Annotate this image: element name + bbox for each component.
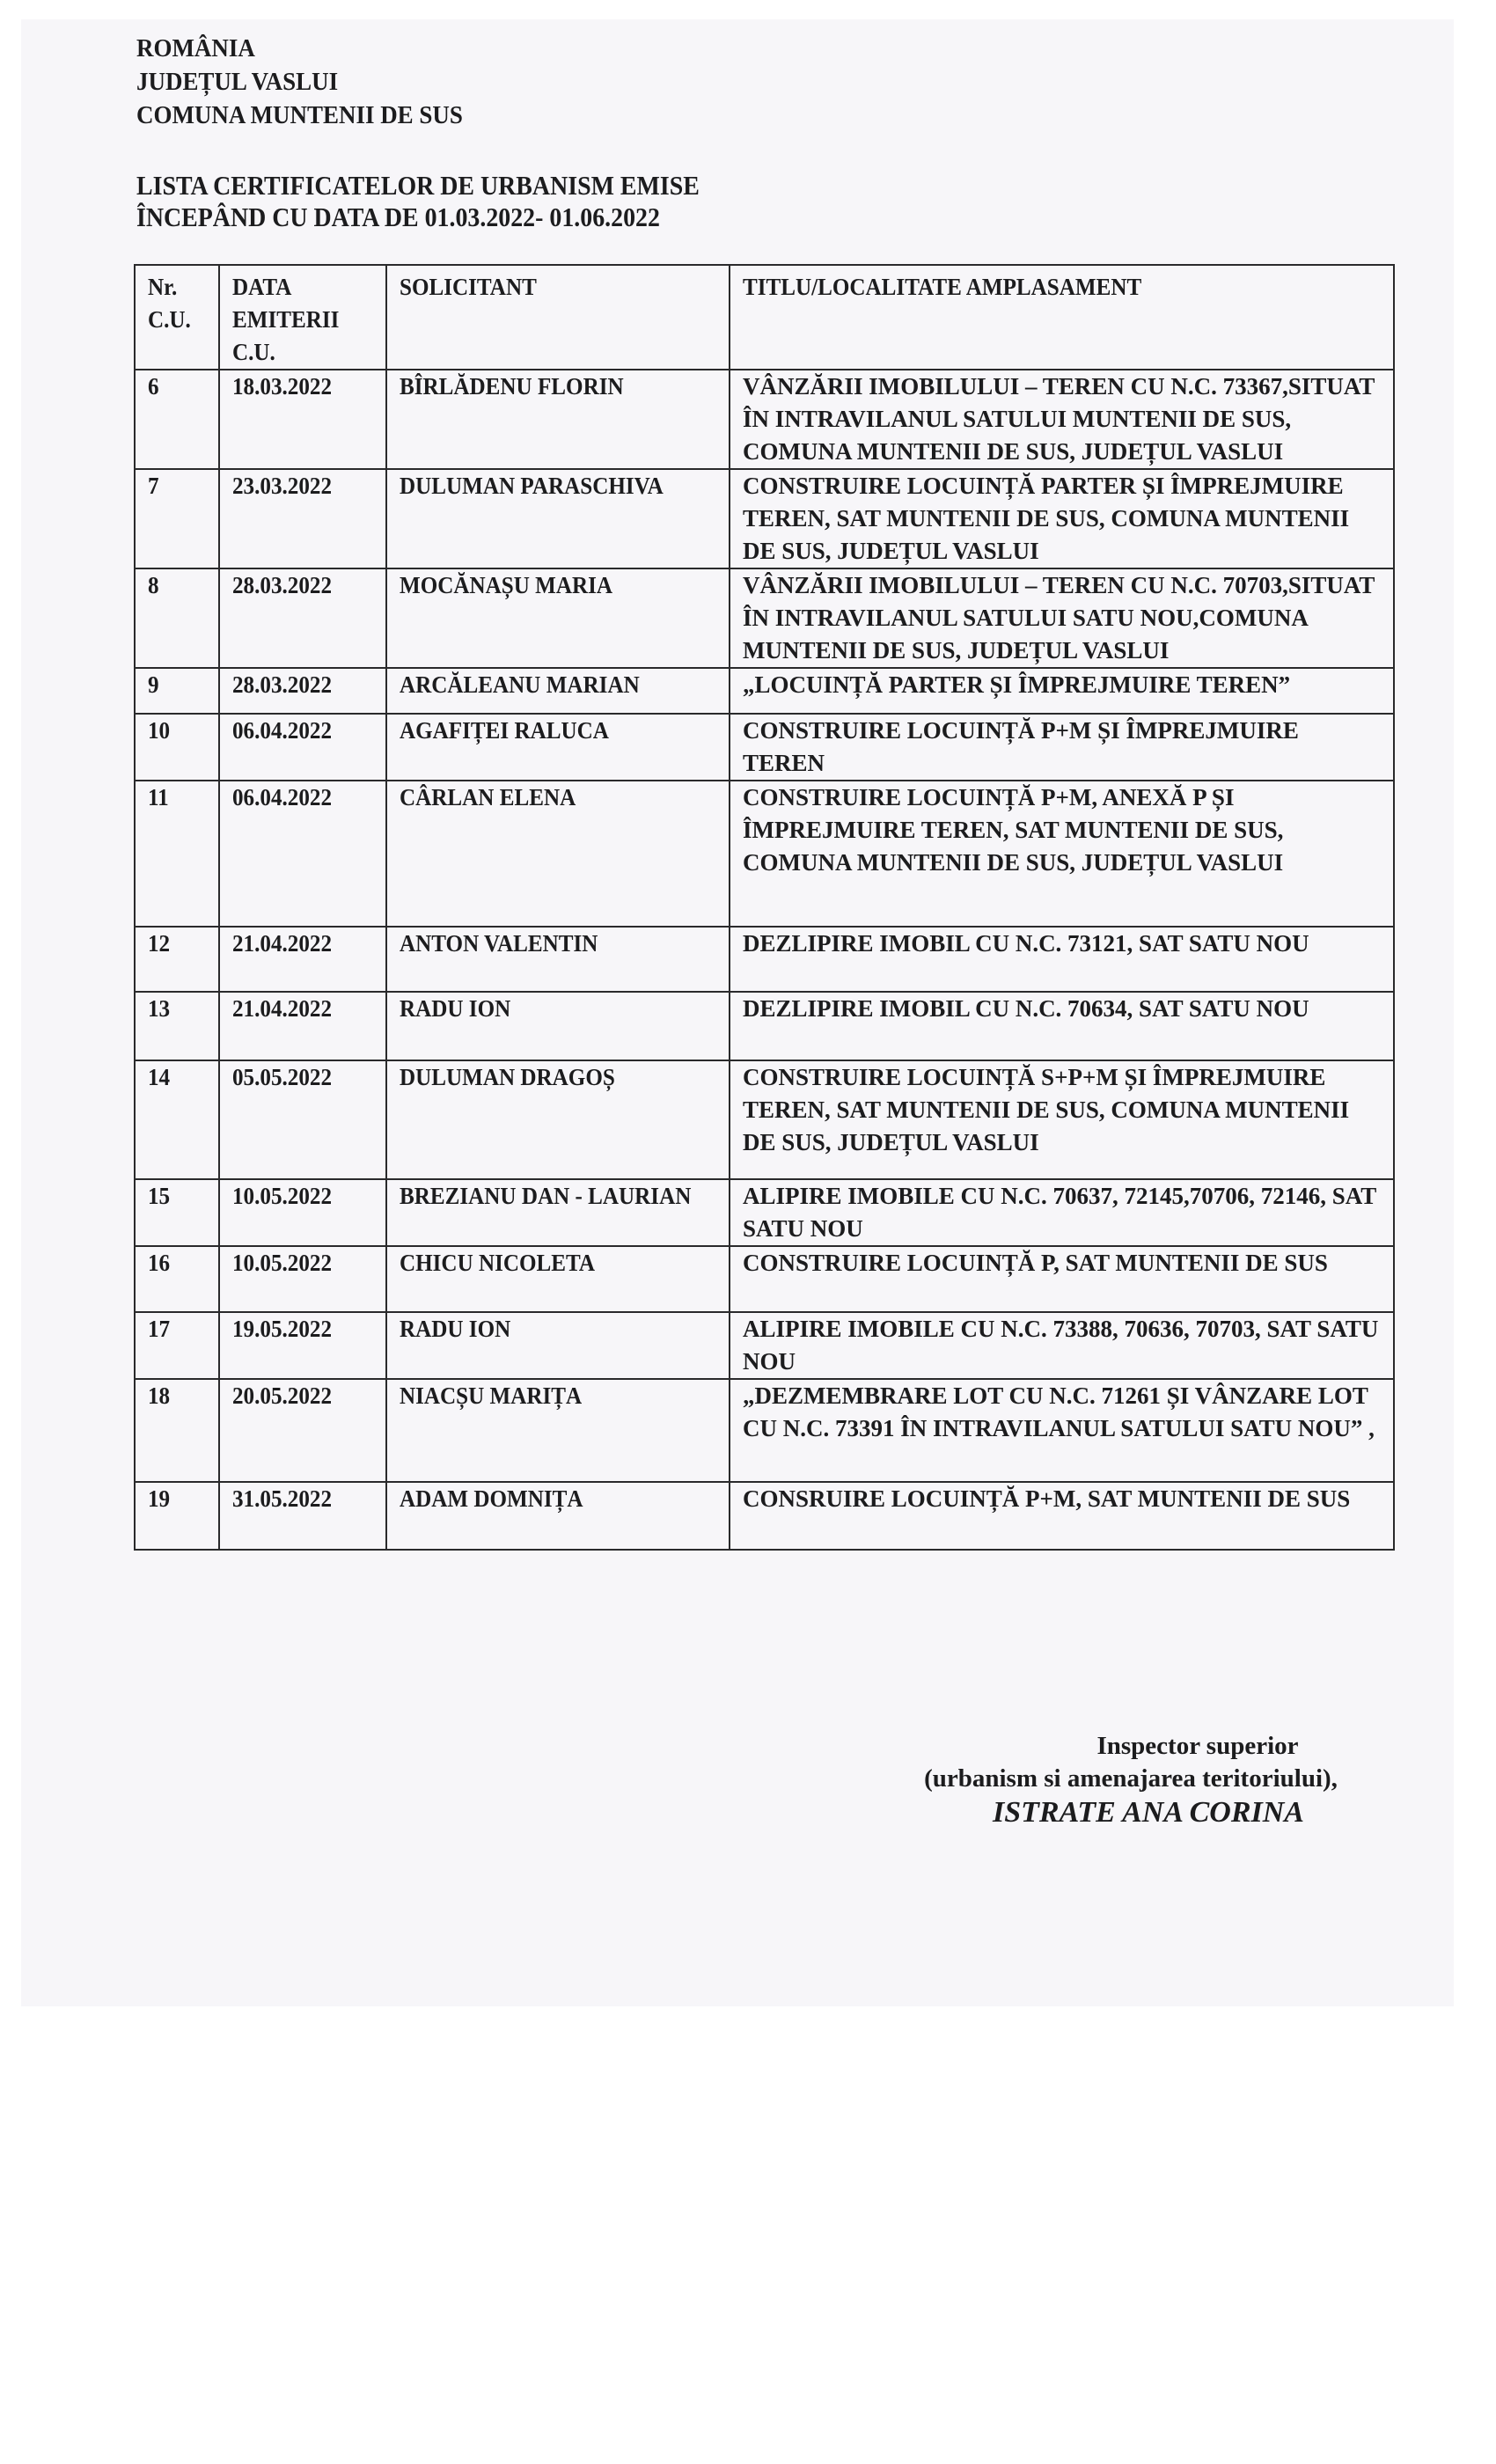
- cell-title-text: ALIPIRE IMOBILE CU N.C. 73388, 70636, 70703, SAT SATU NOU: [743, 1316, 1379, 1375]
- cell-nr: [135, 568, 219, 668]
- cell-date-text: 21.04.2022: [232, 930, 332, 957]
- cell-title-text: CONSTRUIRE LOCUINȚĂ PARTER ȘI ÎMPREJMUIRE TEREN, SAT MUNTENII DE SUS, COMUNA MUNTENII DE SUS, JUDEȚUL VASLUI: [743, 473, 1350, 564]
- cell-nr-text: 17: [148, 1316, 171, 1342]
- cell-title-text: VÂNZĂRII IMOBILULUI – TEREN CU N.C. 73367,SITUAT ÎN INTRAVILANUL SATULUI MUNTENII DE SUS, COMUNA MUNTENII DE SUS, JUDEȚUL VASLUI: [743, 373, 1375, 465]
- cell-date-text: 06.04.2022: [232, 717, 332, 744]
- table-row: [135, 1179, 1394, 1246]
- table-row: [135, 781, 1394, 927]
- table-row: [135, 927, 1394, 992]
- cell-title: [730, 1060, 1394, 1179]
- cell-date: [219, 1312, 386, 1379]
- cell-title: [730, 714, 1394, 781]
- cell-applicant-text: DULUMAN PARASCHIVA: [400, 473, 664, 499]
- cell-nr: [135, 714, 219, 781]
- cell-applicant: [386, 1060, 730, 1179]
- table-row: [135, 714, 1394, 781]
- table-row: [135, 469, 1394, 568]
- cell-nr: [135, 469, 219, 568]
- cell-applicant-text: ANTON VALENTIN: [400, 930, 598, 957]
- cell-title-text: CONSRUIRE LOCUINȚĂ P+M, SAT MUNTENII DE SUS: [743, 1485, 1351, 1512]
- cell-title: [730, 1312, 1394, 1379]
- cell-title: [730, 1179, 1394, 1246]
- cell-applicant-text: RADU ION: [400, 1316, 511, 1342]
- cell-applicant-text: AGAFIȚEI RALUCA: [400, 717, 609, 744]
- cell-nr-text: 13: [148, 995, 171, 1022]
- cell-nr-text: 7: [148, 473, 159, 499]
- cell-title-text: ALIPIRE IMOBILE CU N.C. 70637, 72145,70706, 72146, SAT SATU NOU: [743, 1183, 1376, 1242]
- cell-title: [730, 469, 1394, 568]
- cell-date-text: 21.04.2022: [232, 995, 332, 1022]
- title-line-2: ÎNCEPÂND CU DATA DE 01.03.2022- 01.06.2022: [136, 202, 660, 232]
- cell-applicant: [386, 469, 730, 568]
- cell-date: [219, 1482, 386, 1550]
- cell-nr: [135, 1379, 219, 1482]
- table-header-row: [135, 265, 1394, 370]
- cell-date-text: 05.05.2022: [232, 1064, 332, 1090]
- cell-date: [219, 781, 386, 927]
- table-row: [135, 1379, 1394, 1482]
- column-header-title: TITLU/LOCALITATE AMPLASAMENT: [730, 265, 1394, 370]
- cell-date-text: 19.05.2022: [232, 1316, 332, 1342]
- table-row: [135, 992, 1394, 1060]
- cell-nr-text: 11: [148, 784, 169, 810]
- certificates-table: [134, 264, 1395, 1551]
- table-row: [135, 1060, 1394, 1179]
- cell-date-text: 10.05.2022: [232, 1183, 332, 1209]
- cell-date: [219, 668, 386, 714]
- cell-title: [730, 781, 1394, 927]
- cell-title-text: VÂNZĂRII IMOBILULUI – TEREN CU N.C. 70703,SITUAT ÎN INTRAVILANUL SATULUI SATU NOU,COMUNA MUNTENII DE SUS, JUDEȚUL VASLUI: [743, 572, 1375, 664]
- cell-applicant: [386, 568, 730, 668]
- table-row: [135, 1312, 1394, 1379]
- cell-title-text: CONSTRUIRE LOCUINȚĂ P, SAT MUNTENII DE SUS: [743, 1250, 1328, 1276]
- cell-nr: [135, 781, 219, 927]
- cell-title: [730, 1482, 1394, 1550]
- cell-title: [730, 927, 1394, 992]
- cell-date-text: 10.05.2022: [232, 1250, 332, 1276]
- cell-nr: [135, 668, 219, 714]
- cell-nr-text: 8: [148, 572, 159, 598]
- cell-applicant: [386, 992, 730, 1060]
- column-header-applicant: SOLICITANT: [386, 265, 730, 370]
- cell-applicant: [386, 714, 730, 781]
- document-title: [136, 170, 700, 233]
- cell-title: [730, 370, 1394, 469]
- signatory-department: (urbanism si amenajarea teritoriului),: [924, 1764, 1338, 1793]
- cell-applicant: [386, 1379, 730, 1482]
- cell-date: [219, 992, 386, 1060]
- cell-applicant-text: RADU ION: [400, 995, 511, 1022]
- title-line-1: LISTA CERTIFICATELOR DE URBANISM EMISE: [136, 170, 700, 201]
- cell-title-text: DEZLIPIRE IMOBIL CU N.C. 70634, SAT SATU NOU: [743, 995, 1309, 1022]
- issuer-header: [136, 32, 463, 132]
- signature-block: [880, 1730, 1382, 1830]
- cell-title: [730, 668, 1394, 714]
- cell-applicant-text: CÂRLAN ELENA: [400, 784, 576, 810]
- cell-applicant-text: ADAM DOMNIȚA: [400, 1485, 583, 1512]
- country-line: ROMÂNIA: [136, 34, 255, 62]
- cell-nr-text: 12: [148, 930, 171, 957]
- cell-date: [219, 1060, 386, 1179]
- cell-applicant-text: DULUMAN DRAGOȘ: [400, 1064, 615, 1090]
- cell-applicant-text: BREZIANU DAN - LAURIAN: [400, 1183, 692, 1209]
- cell-date: [219, 1246, 386, 1312]
- cell-applicant: [386, 1482, 730, 1550]
- cell-date-text: 28.03.2022: [232, 572, 332, 598]
- cell-applicant: [386, 781, 730, 927]
- cell-nr-text: 19: [148, 1485, 171, 1512]
- cell-title-text: DEZLIPIRE IMOBIL CU N.C. 73121, SAT SATU NOU: [743, 930, 1309, 957]
- cell-nr-text: 6: [148, 373, 159, 400]
- commune-line: COMUNA MUNTENII DE SUS: [136, 101, 463, 129]
- cell-nr: [135, 1312, 219, 1379]
- cell-title-text: CONSTRUIRE LOCUINȚĂ P+M, ANEXĂ P ȘI ÎMPREJMUIRE TEREN, SAT MUNTENII DE SUS, COMUNA MUNTENII DE SUS, JUDEȚUL VASLUI: [743, 784, 1284, 876]
- table-row: [135, 1246, 1394, 1312]
- cell-date: [219, 714, 386, 781]
- cell-applicant-text: BÎRLĂDENU FLORIN: [400, 373, 624, 400]
- cell-date-text: 28.03.2022: [232, 671, 332, 698]
- cell-applicant: [386, 1179, 730, 1246]
- cell-date: [219, 568, 386, 668]
- cell-date-text: 31.05.2022: [232, 1485, 332, 1512]
- cell-nr: [135, 927, 219, 992]
- cell-nr-text: 10: [148, 717, 171, 744]
- cell-nr-text: 16: [148, 1250, 171, 1276]
- table-row: [135, 568, 1394, 668]
- cell-nr: [135, 1246, 219, 1312]
- cell-nr: [135, 992, 219, 1060]
- signatory-role: Inspector superior: [1096, 1732, 1299, 1760]
- cell-title-text: „DEZMEMBRARE LOT CU N.C. 71261 ȘI VÂNZARE LOT CU N.C. 73391 ÎN INTRAVILANUL SATULUI SATU NOU” ,: [743, 1382, 1375, 1441]
- cell-applicant: [386, 668, 730, 714]
- cell-title-text: CONSTRUIRE LOCUINȚĂ S+P+M ȘI ÎMPREJMUIRE TEREN, SAT MUNTENII DE SUS, COMUNA MUNTENII DE SUS, JUDEȚUL VASLUI: [743, 1064, 1350, 1155]
- cell-title: [730, 992, 1394, 1060]
- cell-date: [219, 1379, 386, 1482]
- cell-applicant: [386, 1246, 730, 1312]
- cell-nr: [135, 1060, 219, 1179]
- cell-applicant-text: MOCĂNAȘU MARIA: [400, 572, 613, 598]
- cell-date-text: 06.04.2022: [232, 784, 332, 810]
- cell-applicant: [386, 927, 730, 992]
- cell-date: [219, 927, 386, 992]
- cell-nr-text: 18: [148, 1382, 171, 1409]
- cell-applicant-text: CHICU NICOLETA: [400, 1250, 596, 1276]
- cell-nr-text: 9: [148, 671, 159, 698]
- cell-applicant-text: ARCĂLEANU MARIAN: [400, 671, 640, 698]
- cell-date: [219, 469, 386, 568]
- column-header-nr: Nr. C.U.: [135, 265, 219, 370]
- signatory-name: ISTRATE ANA CORINA: [993, 1796, 1304, 1829]
- cell-date-text: 20.05.2022: [232, 1382, 332, 1409]
- cell-nr: [135, 370, 219, 469]
- cell-date-text: 18.03.2022: [232, 373, 332, 400]
- cell-title: [730, 568, 1394, 668]
- cell-nr: [135, 1179, 219, 1246]
- cell-date-text: 23.03.2022: [232, 473, 332, 499]
- cell-date: [219, 1179, 386, 1246]
- table-row: [135, 668, 1394, 714]
- county-line: JUDEȚUL VASLUI: [136, 68, 339, 96]
- table-row: [135, 370, 1394, 469]
- cell-date: [219, 370, 386, 469]
- cell-applicant: [386, 370, 730, 469]
- table-row: [135, 1482, 1394, 1550]
- cell-nr-text: 15: [148, 1183, 171, 1209]
- cell-title-text: „LOCUINȚĂ PARTER ȘI ÎMPREJMUIRE TEREN”: [743, 671, 1291, 698]
- cell-title: [730, 1379, 1394, 1482]
- cell-title: [730, 1246, 1394, 1312]
- cell-applicant-text: NIACȘU MARIȚA: [400, 1382, 583, 1409]
- cell-title-text: CONSTRUIRE LOCUINȚĂ P+M ȘI ÎMPREJMUIRE TEREN: [743, 717, 1299, 776]
- cell-applicant: [386, 1312, 730, 1379]
- cell-nr: [135, 1482, 219, 1550]
- column-header-date: DATA EMITERII C.U.: [219, 265, 386, 370]
- cell-nr-text: 14: [148, 1064, 171, 1090]
